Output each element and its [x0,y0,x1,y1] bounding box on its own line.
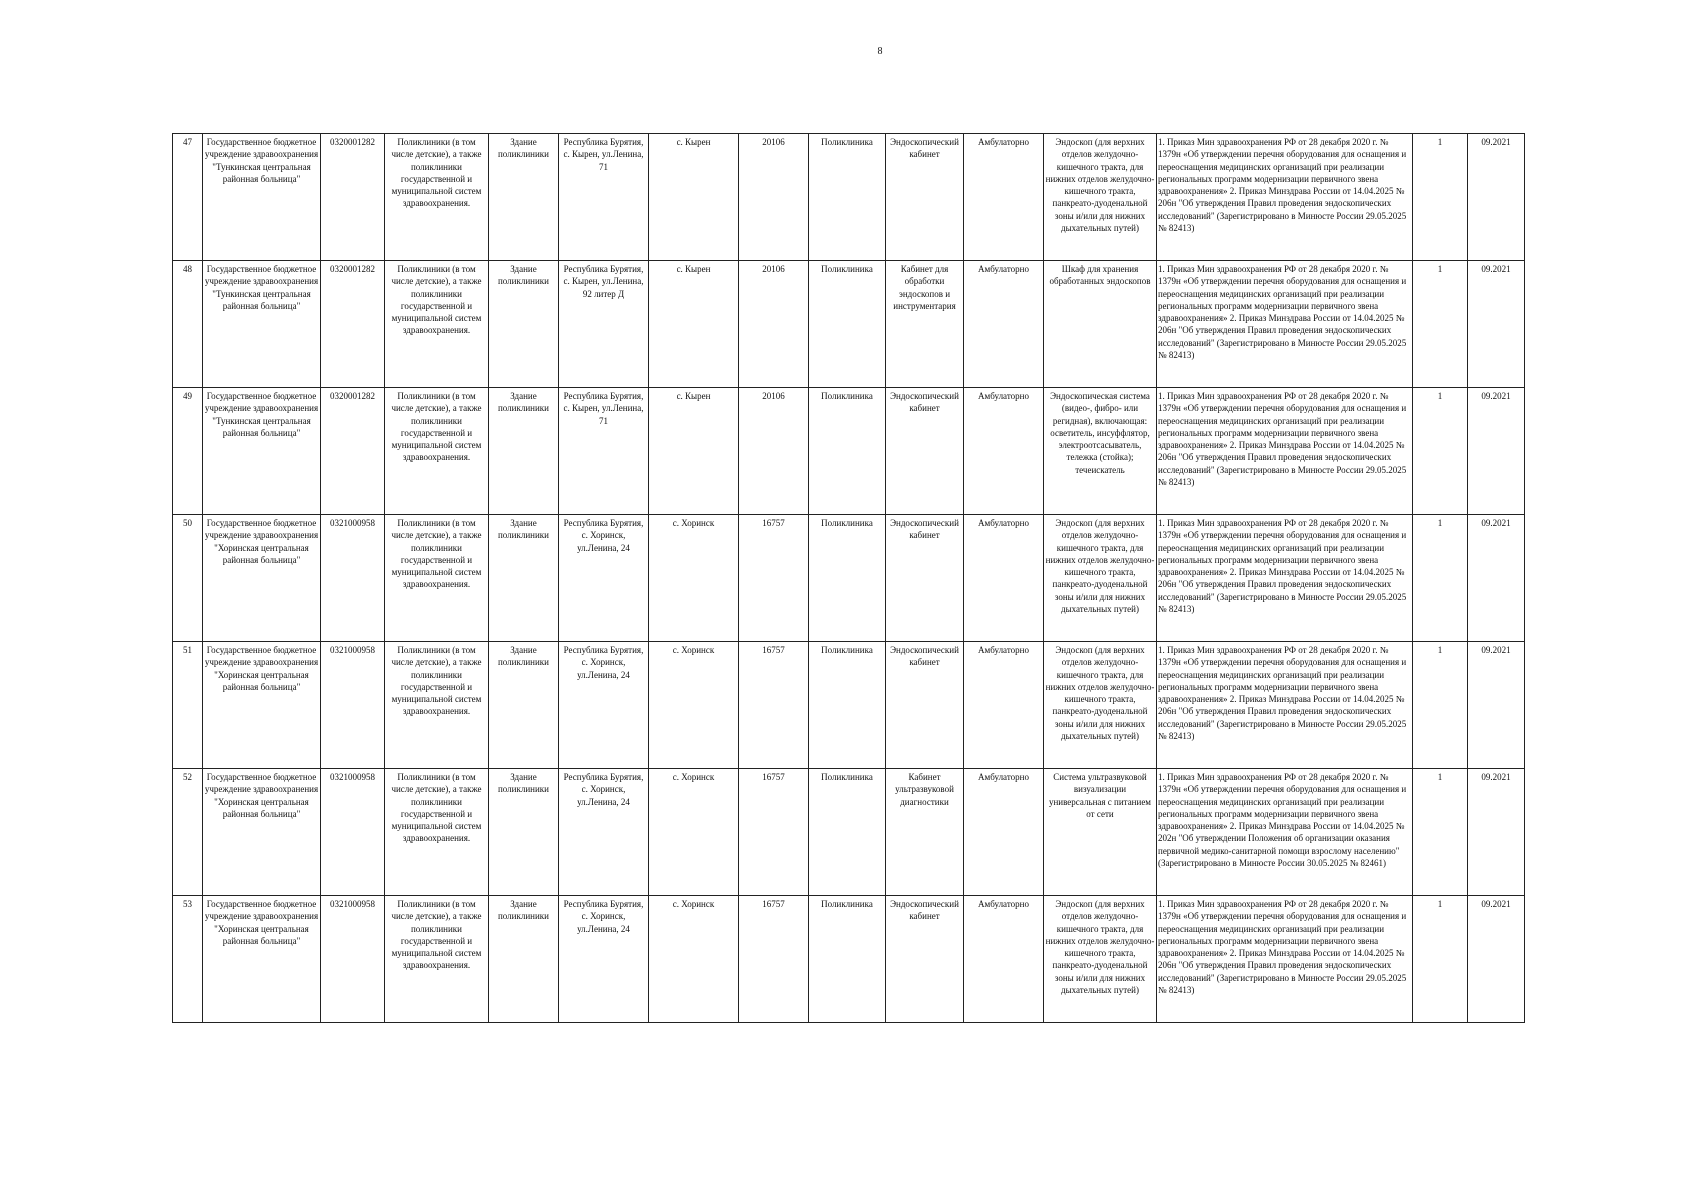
cell-organization: Государственное бюджетное учреждение здравоохранения "Хоринская центральная районная больница" [203,515,321,642]
cell-unit: Поликлиника [809,261,886,388]
cell-locality: с. Кырен [649,261,739,388]
cell-date: 09.2021 [1468,515,1525,642]
cell-address: Республика Бурятия, с. Хоринск, ул.Ленина, 24 [559,769,649,896]
cell-organization: Государственное бюджетное учреждение здравоохранения "Хоринская центральная районная больница" [203,642,321,769]
cell-quantity: 1 [1413,896,1468,1023]
cell-building: Здание поликлиники [489,515,559,642]
cell-care-type: Амбулаторно [964,769,1044,896]
cell-number: 53 [173,896,203,1023]
cell-code: 0321000958 [321,642,385,769]
cell-regulatory-docs: 1. Приказ Мин здравоохранения РФ от 28 декабря 2020 г. № 1379н «Об утверждении перечня оборудования для оснащения и переоснащения медицинских организаций при реализации региональных программ модернизации первичного звена здравоохранения» 2. Приказ Минздрава России от 14.04.2025 № 206н "Об утверждения Правил проведения эндоскопических исследований" (Зарегистрировано в Минюсте России 29.05.2025 № 82413) [1157,261,1413,388]
cell-quantity: 1 [1413,769,1468,896]
table-body [173,134,1525,1023]
cell-locality: с. Хоринск [649,515,739,642]
cell-organization: Государственное бюджетное учреждение здравоохранения "Тункинская центральная районная больница" [203,388,321,515]
cell-code: 0321000958 [321,515,385,642]
cell-equipment: Эндоскоп (для верхних отделов желудочно-кишечного тракта, для нижних отделов желудочно-кишечного тракта, панкреато-дуоденальной зоны и/или для нижних дыхательных путей) [1044,515,1157,642]
cell-room: Эндоскопический кабинет [886,388,964,515]
cell-facility-type: Поликлиники (в том числе детские), а также поликлиники государственной и муниципальной систем здравоохранения. [385,515,489,642]
cell-regulatory-docs: 1. Приказ Мин здравоохранения РФ от 28 декабря 2020 г. № 1379н «Об утверждении перечня оборудования для оснащения и переоснащения медицинских организаций при реализации региональных программ модернизации первичного звена здравоохранения» 2. Приказ Минздрава России от 14.04.2025 № 206н "Об утверждения Правил проведения эндоскопических исследований" (Зарегистрировано в Минюсте России 29.05.2025 № 82413) [1157,642,1413,769]
cell-unit: Поликлиника [809,896,886,1023]
cell-population: 20106 [739,388,809,515]
cell-organization: Государственное бюджетное учреждение здравоохранения "Тункинская центральная районная больница" [203,261,321,388]
cell-unit: Поликлиника [809,134,886,261]
table-row [173,388,1525,515]
cell-facility-type: Поликлиники (в том числе детские), а также поликлиники государственной и муниципальной систем здравоохранения. [385,896,489,1023]
cell-room: Кабинет ультразвуковой диагностики [886,769,964,896]
cell-locality: с. Хоринск [649,896,739,1023]
cell-regulatory-docs: 1. Приказ Мин здравоохранения РФ от 28 декабря 2020 г. № 1379н «Об утверждении перечня оборудования для оснащения и переоснащения медицинских организаций при реализации региональных программ модернизации первичного звена здравоохранения» 2. Приказ Минздрава России от 14.04.2025 № 206н "Об утверждения Правил проведения эндоскопических исследований" (Зарегистрировано в Минюсте России 29.05.2025 № 82413) [1157,896,1413,1023]
cell-care-type: Амбулаторно [964,515,1044,642]
cell-quantity: 1 [1413,261,1468,388]
cell-unit: Поликлиника [809,642,886,769]
cell-care-type: Амбулаторно [964,134,1044,261]
cell-care-type: Амбулаторно [964,388,1044,515]
cell-room: Кабинет для обработки эндоскопов и инструментария [886,261,964,388]
cell-building: Здание поликлиники [489,388,559,515]
cell-organization: Государственное бюджетное учреждение здравоохранения "Хоринская центральная районная больница" [203,896,321,1023]
cell-facility-type: Поликлиники (в том числе детские), а также поликлиники государственной и муниципальной систем здравоохранения. [385,261,489,388]
cell-building: Здание поликлиники [489,134,559,261]
cell-address: Республика Бурятия, с. Кырен, ул.Ленина, 71 [559,134,649,261]
cell-locality: с. Хоринск [649,642,739,769]
cell-number: 52 [173,769,203,896]
cell-number: 50 [173,515,203,642]
table-row [173,769,1525,896]
cell-facility-type: Поликлиники (в том числе детские), а также поликлиники государственной и муниципальной систем здравоохранения. [385,642,489,769]
cell-organization: Государственное бюджетное учреждение здравоохранения "Хоринская центральная районная больница" [203,769,321,896]
page-number: 8 [877,46,883,57]
cell-population: 16757 [739,769,809,896]
cell-date: 09.2021 [1468,769,1525,896]
cell-address: Республика Бурятия, с. Кырен, ул.Ленина, 71 [559,388,649,515]
cell-equipment: Эндоскопическая система (видео-, фибро- или регидная), включающая: осветитель, инсуффлятор, электроотсасыватель, тележка (стойка); течеискатель [1044,388,1157,515]
table-row [173,134,1525,261]
cell-date: 09.2021 [1468,261,1525,388]
cell-facility-type: Поликлиники (в том числе детские), а также поликлиники государственной и муниципальной систем здравоохранения. [385,769,489,896]
cell-date: 09.2021 [1468,642,1525,769]
cell-number: 47 [173,134,203,261]
table-row [173,261,1525,388]
cell-quantity: 1 [1413,642,1468,769]
cell-address: Республика Бурятия, с. Хоринск, ул.Ленина, 24 [559,515,649,642]
cell-equipment: Эндоскоп (для верхних отделов желудочно-кишечного тракта, для нижних отделов желудочно-кишечного тракта, панкреато-дуоденальной зоны и/или для нижних дыхательных путей) [1044,642,1157,769]
cell-number: 49 [173,388,203,515]
cell-unit: Поликлиника [809,388,886,515]
cell-population: 20106 [739,261,809,388]
cell-code: 0321000958 [321,769,385,896]
cell-room: Эндоскопический кабинет [886,515,964,642]
cell-unit: Поликлиника [809,515,886,642]
cell-quantity: 1 [1413,515,1468,642]
cell-address: Республика Бурятия, с. Кырен, ул.Ленина, 92 литер Д [559,261,649,388]
cell-date: 09.2021 [1468,388,1525,515]
cell-date: 09.2021 [1468,134,1525,261]
table-row [173,642,1525,769]
cell-care-type: Амбулаторно [964,896,1044,1023]
cell-unit: Поликлиника [809,769,886,896]
cell-locality: с. Кырен [649,134,739,261]
cell-regulatory-docs: 1. Приказ Мин здравоохранения РФ от 28 декабря 2020 г. № 1379н «Об утверждении перечня оборудования для оснащения и переоснащения медицинских организаций при реализации региональных программ модернизации первичного звена здравоохранения» 2. Приказ Минздрава России от 14.04.2025 № 202н "Об утверждении Положения об организации оказания первичной медико-санитарной помощи взрослому населению" (Зарегистрировано в Минюсте России 30.05.2025 № 82461) [1157,769,1413,896]
cell-population: 16757 [739,642,809,769]
cell-number: 51 [173,642,203,769]
cell-care-type: Амбулаторно [964,642,1044,769]
cell-population: 20106 [739,134,809,261]
cell-code: 0320001282 [321,134,385,261]
cell-room: Эндоскопический кабинет [886,134,964,261]
equipment-registry-table [172,133,1525,1023]
cell-quantity: 1 [1413,388,1468,515]
cell-code: 0320001282 [321,388,385,515]
cell-address: Республика Бурятия, с. Хоринск, ул.Ленина, 24 [559,642,649,769]
table-row [173,896,1525,1023]
cell-equipment: Шкаф для хранения обработанных эндоскопов [1044,261,1157,388]
cell-regulatory-docs: 1. Приказ Мин здравоохранения РФ от 28 декабря 2020 г. № 1379н «Об утверждении перечня оборудования для оснащения и переоснащения медицинских организаций при реализации региональных программ модернизации первичного звена здравоохранения» 2. Приказ Минздрава России от 14.04.2025 № 206н "Об утверждения Правил проведения эндоскопических исследований" (Зарегистрировано в Минюсте России 29.05.2025 № 82413) [1157,134,1413,261]
cell-equipment: Эндоскоп (для верхних отделов желудочно-кишечного тракта, для нижних отделов желудочно-кишечного тракта, панкреато-дуоденальной зоны и/или для нижних дыхательных путей) [1044,896,1157,1023]
cell-building: Здание поликлиники [489,769,559,896]
cell-equipment: Эндоскоп (для верхних отделов желудочно-кишечного тракта, для нижних отделов желудочно-кишечного тракта, панкреато-дуоденальной зоны и/или для нижних дыхательных путей) [1044,134,1157,261]
cell-code: 0320001282 [321,261,385,388]
cell-regulatory-docs: 1. Приказ Мин здравоохранения РФ от 28 декабря 2020 г. № 1379н «Об утверждении перечня оборудования для оснащения и переоснащения медицинских организаций при реализации региональных программ модернизации первичного звена здравоохранения» 2. Приказ Минздрава России от 14.04.2025 № 206н "Об утверждения Правил проведения эндоскопических исследований" (Зарегистрировано в Минюсте России 29.05.2025 № 82413) [1157,388,1413,515]
cell-locality: с. Хоринск [649,769,739,896]
cell-address: Республика Бурятия, с. Хоринск, ул.Ленина, 24 [559,896,649,1023]
cell-facility-type: Поликлиники (в том числе детские), а также поликлиники государственной и муниципальной систем здравоохранения. [385,388,489,515]
cell-building: Здание поликлиники [489,642,559,769]
cell-number: 48 [173,261,203,388]
cell-building: Здание поликлиники [489,896,559,1023]
cell-room: Эндоскопический кабинет [886,642,964,769]
cell-room: Эндоскопический кабинет [886,896,964,1023]
cell-code: 0321000958 [321,896,385,1023]
cell-building: Здание поликлиники [489,261,559,388]
cell-population: 16757 [739,515,809,642]
cell-care-type: Амбулаторно [964,261,1044,388]
table-row [173,515,1525,642]
cell-equipment: Система ультразвуковой визуализации универсальная с питанием от сети [1044,769,1157,896]
cell-population: 16757 [739,896,809,1023]
cell-locality: с. Кырен [649,388,739,515]
cell-quantity: 1 [1413,134,1468,261]
cell-regulatory-docs: 1. Приказ Мин здравоохранения РФ от 28 декабря 2020 г. № 1379н «Об утверждении перечня оборудования для оснащения и переоснащения медицинских организаций при реализации региональных программ модернизации первичного звена здравоохранения» 2. Приказ Минздрава России от 14.04.2025 № 206н "Об утверждения Правил проведения эндоскопических исследований" (Зарегистрировано в Минюсте России 29.05.2025 № 82413) [1157,515,1413,642]
cell-facility-type: Поликлиники (в том числе детские), а также поликлиники государственной и муниципальной систем здравоохранения. [385,134,489,261]
cell-date: 09.2021 [1468,896,1525,1023]
cell-organization: Государственное бюджетное учреждение здравоохранения "Тункинская центральная районная больница" [203,134,321,261]
